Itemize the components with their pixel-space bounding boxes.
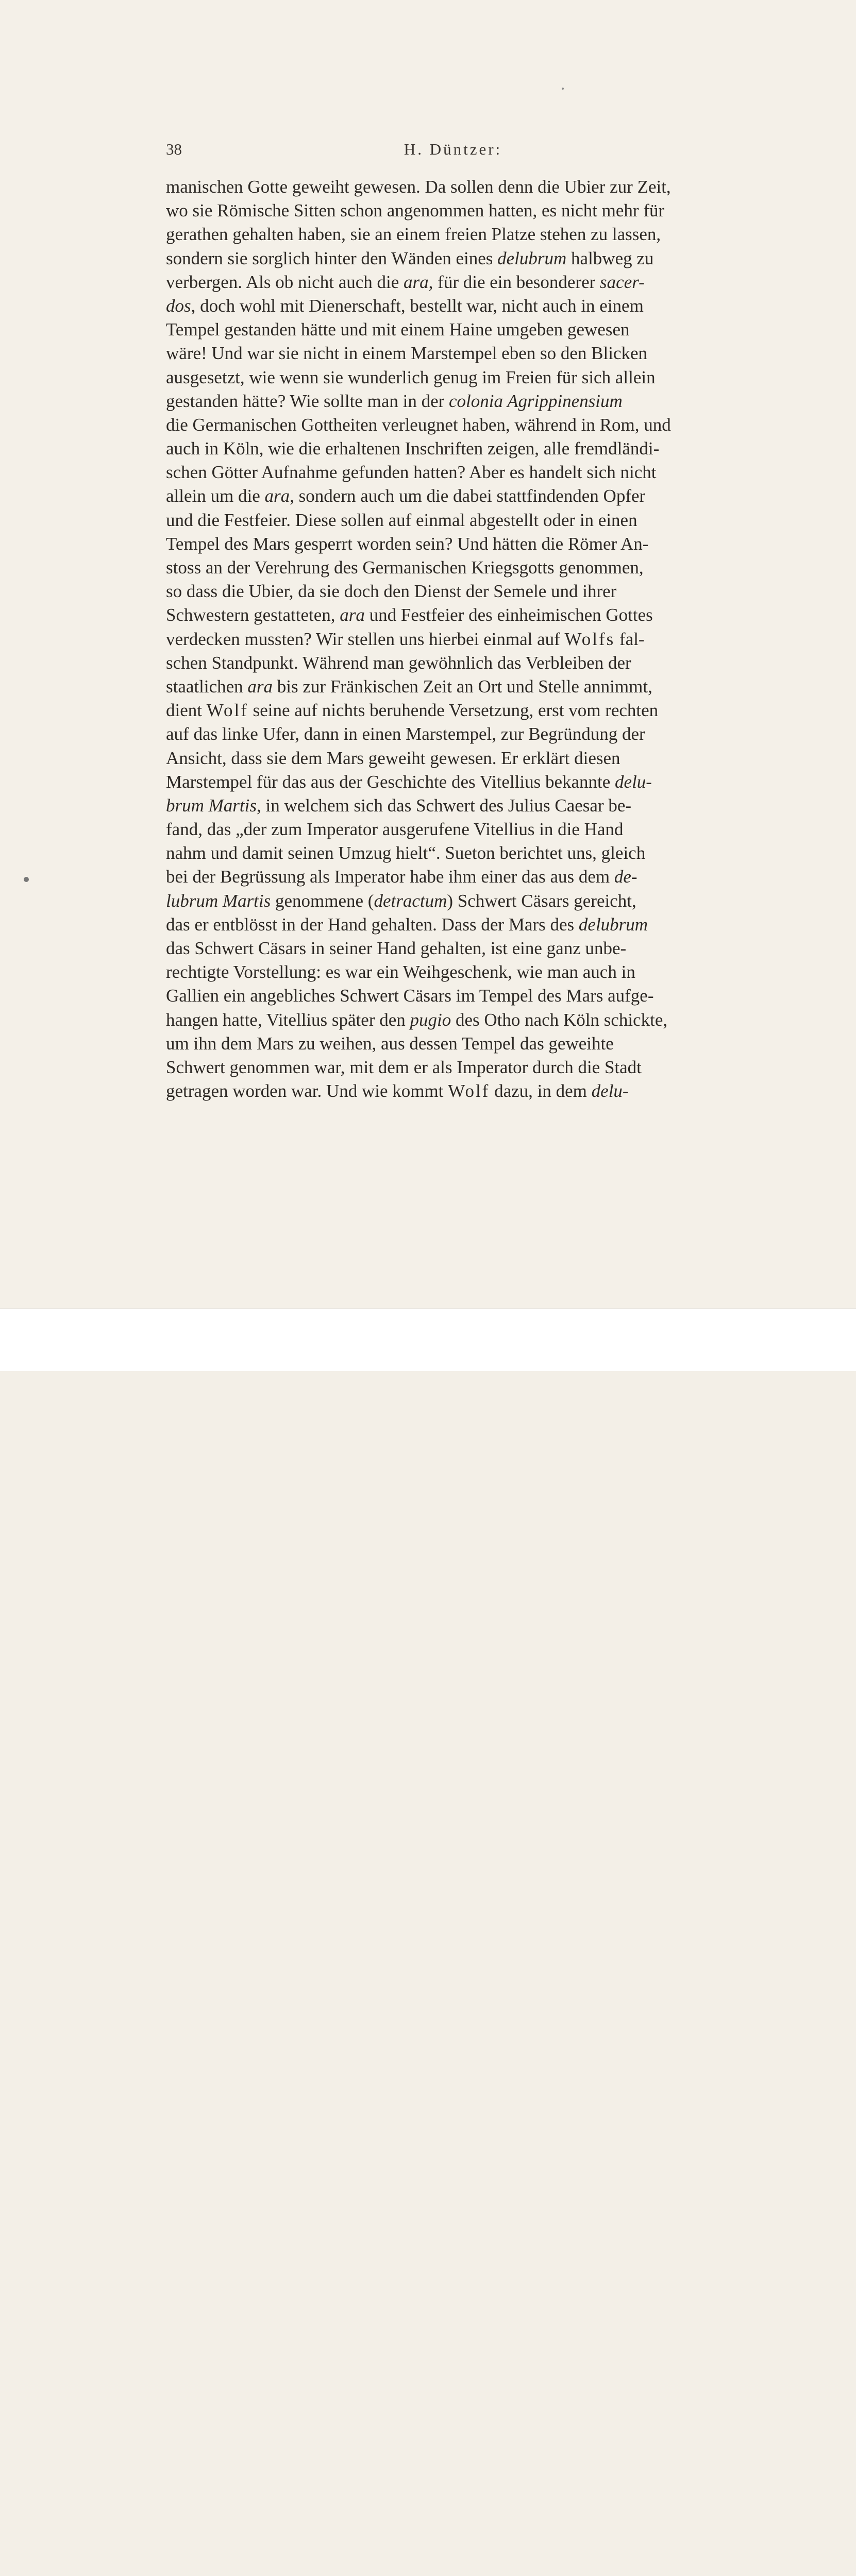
text-line bbox=[166, 532, 740, 556]
text-line bbox=[166, 770, 740, 794]
text-segment: bis zur Fränkischen Zeit an Ort und Stelle annimmt, bbox=[273, 676, 652, 697]
text-line bbox=[166, 747, 740, 770]
text-segment: verdecken mussten? Wir stellen uns hierbei einmal auf bbox=[166, 629, 565, 649]
text-segment: Tempel des Mars gesperrt worden sein? Und hätten die Römer An- bbox=[166, 533, 649, 554]
text-line bbox=[166, 818, 740, 841]
text-line bbox=[166, 675, 740, 699]
text-segment: und die Festfeier. Diese sollen auf einmal abgestellt oder in einen bbox=[166, 510, 637, 530]
text-line bbox=[166, 270, 740, 294]
text-segment: wäre! Und war sie nicht in einem Marstempel eben so den Blicken bbox=[166, 343, 648, 364]
text-line bbox=[166, 722, 740, 746]
text-segment: staatlichen bbox=[166, 676, 248, 697]
text-segment: hangen hatte, Vitellius später den bbox=[166, 1009, 410, 1030]
spaced-text: Wolf bbox=[448, 1081, 490, 1101]
text-segment: so dass die Ubier, da sie doch den Dienst der Semele und ihrer bbox=[166, 581, 617, 602]
text-line bbox=[166, 437, 740, 461]
text-segment: fal- bbox=[615, 629, 645, 649]
text-segment: Schwestern gestatteten, bbox=[166, 605, 340, 625]
text-line bbox=[166, 889, 740, 913]
text-line bbox=[166, 247, 740, 270]
text-line bbox=[166, 509, 740, 532]
italic-text: sacer- bbox=[600, 272, 645, 292]
spaced-text: Wolf bbox=[206, 700, 248, 721]
text-segment: allein um die bbox=[166, 486, 265, 506]
italic-text: delu- bbox=[591, 1081, 629, 1101]
text-line bbox=[166, 199, 740, 223]
text-segment: Marstempel für das aus der Geschichte des Vitellius bekannte bbox=[166, 771, 615, 792]
text-line bbox=[166, 366, 740, 389]
text-line bbox=[166, 984, 740, 1008]
italic-text: colonia Agrippinensium bbox=[449, 391, 623, 411]
digitization-footer bbox=[0, 1309, 856, 1371]
text-segment: wo sie Römische Sitten schon angenommen hatten, es nicht mehr für bbox=[166, 200, 665, 221]
text-segment: gestanden hätte? Wie sollte man in der bbox=[166, 391, 449, 411]
italic-text: dos bbox=[166, 295, 191, 316]
italic-text: lubrum Martis bbox=[166, 890, 271, 911]
text-segment: fand, das „der zum Imperator ausgerufene Vitellius in die Hand bbox=[166, 819, 624, 840]
text-segment: rechtigte Vorstellung: es war ein Weihgeschenk, wie man auch in bbox=[166, 962, 635, 982]
text-line bbox=[166, 175, 740, 199]
text-line bbox=[166, 461, 740, 484]
text-segment: bei der Begrüssung als Imperator habe ihm einer das aus dem bbox=[166, 867, 614, 887]
text-line bbox=[166, 1008, 740, 1032]
text-line bbox=[166, 603, 740, 627]
scan-speck bbox=[562, 88, 564, 90]
text-segment: verbergen. Als ob nicht auch die bbox=[166, 272, 404, 292]
text-line bbox=[166, 342, 740, 365]
text-line bbox=[166, 389, 740, 413]
running-head bbox=[166, 140, 740, 161]
italic-text: ara bbox=[264, 486, 290, 506]
text-line bbox=[166, 556, 740, 580]
text-segment: dazu, in dem bbox=[490, 1081, 592, 1101]
text-line bbox=[166, 865, 740, 889]
text-line bbox=[166, 960, 740, 984]
text-line bbox=[166, 628, 740, 651]
text-segment: seine auf nichts beruhende Versetzung, erst vom rechten bbox=[248, 700, 659, 721]
text-line bbox=[166, 1056, 740, 1079]
text-segment: Ansicht, dass sie dem Mars geweiht gewesen. Er erklärt diesen bbox=[166, 748, 620, 768]
page-number: 38 bbox=[166, 140, 182, 158]
running-title: H. Düntzer: bbox=[404, 140, 502, 158]
text-segment: das er entblösst in der Hand gehalten. Dass der Mars des bbox=[166, 914, 579, 935]
italic-text: delubrum bbox=[578, 914, 648, 935]
text-line bbox=[166, 794, 740, 818]
text-line bbox=[166, 318, 740, 342]
text-line bbox=[166, 580, 740, 603]
text-segment: manischen Gotte geweiht gewesen. Da sollen denn die Ubier zur Zeit, bbox=[166, 177, 671, 197]
italic-text: brum Martis bbox=[166, 795, 257, 816]
text-line bbox=[166, 1079, 740, 1103]
text-segment: das Schwert Cäsars in seiner Hand gehalten, ist eine ganz unbe- bbox=[166, 938, 627, 958]
text-line bbox=[166, 937, 740, 960]
text-segment: um ihn dem Mars zu weihen, aus dessen Tempel das geweihte bbox=[166, 1033, 614, 1054]
italic-text: ara bbox=[247, 676, 273, 697]
text-segment: des Otho nach Köln schickte, bbox=[451, 1009, 668, 1030]
text-segment: schen Götter Aufnahme gefunden hatten? Aber es handelt sich nicht bbox=[166, 462, 657, 483]
italic-text: delubrum bbox=[497, 248, 567, 268]
text-line bbox=[166, 223, 740, 246]
text-line bbox=[166, 651, 740, 675]
text-line bbox=[166, 699, 740, 722]
text-segment: , für die ein besonderer bbox=[428, 272, 600, 292]
text-segment: dient bbox=[166, 700, 207, 721]
text-segment: genommene ( bbox=[271, 890, 374, 911]
spaced-text: Wolfs bbox=[564, 629, 615, 649]
body-text bbox=[166, 175, 740, 1103]
text-segment: schen Standpunkt. Während man gewöhnlich das Verbleiben der bbox=[166, 652, 631, 673]
italic-text: de- bbox=[614, 867, 637, 887]
text-segment: ausgesetzt, wie wenn sie wunderlich genug im Freien für sich allein bbox=[166, 367, 656, 387]
margin-mark bbox=[24, 877, 29, 882]
text-segment: gerathen gehalten haben, sie an einem freien Platze stehen zu lassen, bbox=[166, 224, 661, 245]
text-line bbox=[166, 913, 740, 937]
italic-text: ara bbox=[404, 272, 429, 292]
italic-text: delu- bbox=[615, 771, 652, 792]
text-line bbox=[166, 841, 740, 865]
text-line bbox=[166, 294, 740, 318]
text-segment: , sondern auch um die dabei stattfindenden Opfer bbox=[290, 486, 646, 506]
text-segment: Tempel gestanden hätte und mit einem Haine umgeben gewesen bbox=[166, 319, 630, 340]
text-segment: , doch wohl mit Dienerschaft, bestellt war, nicht auch in einem bbox=[191, 295, 644, 316]
text-segment: auch in Köln, wie die erhaltenen Inschriften zeigen, alle fremdländi- bbox=[166, 438, 660, 459]
text-segment: , in welchem sich das Schwert des Julius Caesar be- bbox=[257, 795, 632, 816]
text-line bbox=[166, 484, 740, 508]
italic-text: ara bbox=[340, 605, 365, 625]
text-segment: sondern sie sorglich hinter den Wänden eines bbox=[166, 248, 498, 268]
italic-text: pugio bbox=[410, 1009, 451, 1030]
text-segment: getragen worden war. Und wie kommt bbox=[166, 1081, 448, 1101]
text-segment: nahm und damit seinen Umzug hielt“. Sueton berichtet uns, gleich bbox=[166, 843, 646, 863]
text-segment: stoss an der Verehrung des Germanischen Kriegsgotts genommen, bbox=[166, 557, 644, 578]
text-segment: halbweg zu bbox=[566, 248, 654, 268]
text-line bbox=[166, 1032, 740, 1056]
italic-text: detractum bbox=[374, 890, 447, 911]
text-segment: auf das linke Ufer, dann in einen Marstempel, zur Begründung der bbox=[166, 724, 645, 744]
text-segment: Schwert genommen war, mit dem er als Imperator durch die Stadt bbox=[166, 1057, 642, 1077]
text-line bbox=[166, 413, 740, 437]
text-segment: Gallien ein angebliches Schwert Cäsars im Tempel des Mars aufge- bbox=[166, 986, 654, 1006]
text-segment: ) Schwert Cäsars gereicht, bbox=[447, 890, 636, 911]
text-segment: und Festfeier des einheimischen Gottes bbox=[364, 605, 653, 625]
text-segment: die Germanischen Gottheiten verleugnet haben, während in Rom, und bbox=[166, 414, 671, 435]
